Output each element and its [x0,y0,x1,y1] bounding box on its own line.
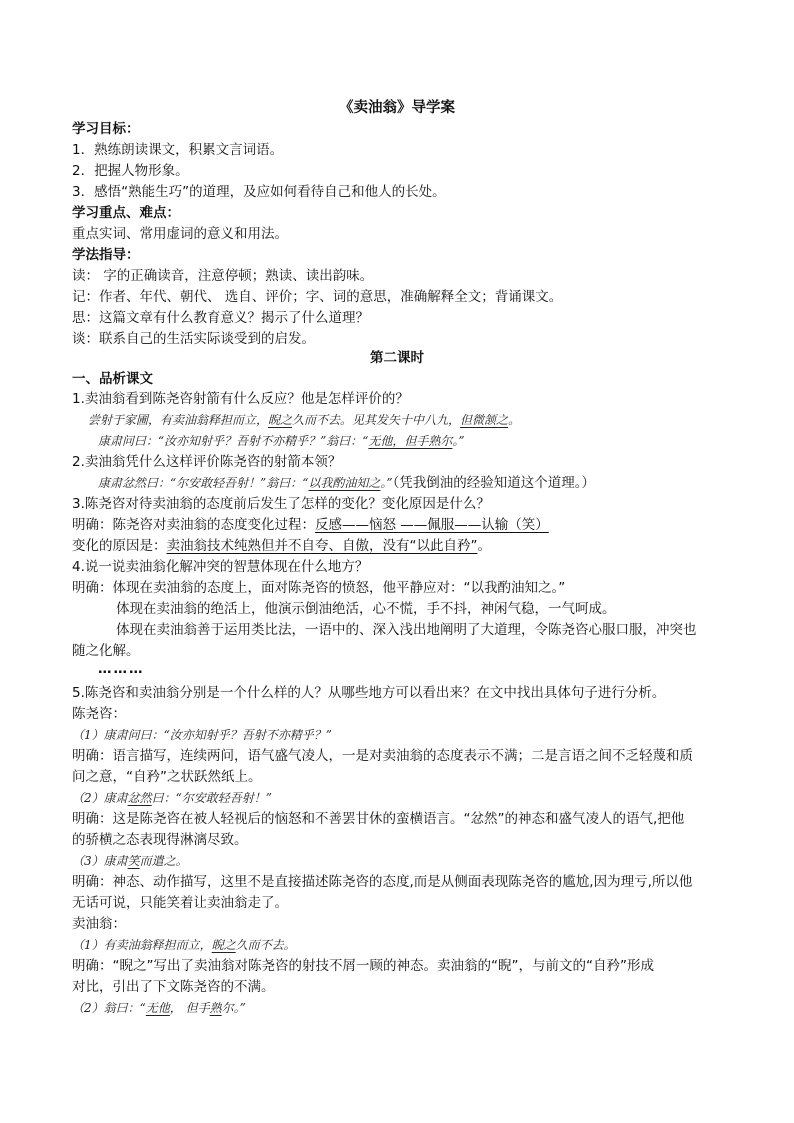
quote-line: （2）翁曰：“无他， 但手熟尔。” [72,1001,246,1015]
quote-line: 康肃忿然曰：“尔安敢轻吾射！”翁曰：“以我酌油知之。”（凭我倒油的经验知道这个道理。） [98,475,596,491]
answer-line: 明确：神态、动作描写，这里不是直接描述陈尧咨的态度,而是从侧面表现陈尧咨的尴尬,因为理亏,所以他 [72,874,693,890]
answer-line: 明确：体现在卖油翁的态度上，面对陈尧咨的愤怒，他平静应对：“以我酌油知之。” [72,580,566,596]
answer-line: 明确：陈尧咨对卖油翁的态度变化过程：反感——恼怒 ——佩服——认输（笑） [72,517,549,533]
ellipsis: ……… [98,661,145,677]
answer-line: 体现在卖油翁的绝活上，他演示倒油绝活，心不慌，手不抖，神闲气稳，一气呵成。 [116,601,616,617]
answer-line: 变化的原因是：卖油翁技术纯熟但并不自夸、自傲，没有“以此自矜”。 [72,538,491,554]
page-title: 《卖油翁》导学案 [339,100,455,116]
answer-line: 明确：这是陈尧咨在被人轻视后的恼怒和不善罢甘休的蛮横语言。“忿然”的神态和盛气凌人的语气,把他 [72,811,685,827]
method-item: 谈：联系自己的生活实际谈受到的启发。 [72,331,315,347]
method-item: 思：这篇文章有什么教育意义？揭示了什么道理？ [72,310,369,326]
quote-line: （3）康肃笑而遣之。 [72,854,188,868]
subheading-weng: 卖油翁： [72,916,126,932]
lesson-heading: 第二课时 [370,350,424,366]
goals-heading: 学习目标： [72,121,140,137]
answer-line: 问之意，“自矜”之状跃然纸上。 [72,769,262,785]
focus-heading: 学习重点、难点： [72,205,180,221]
quote-line: （1）康肃问曰：“汝亦知射乎？吾射不亦精乎？” [72,728,332,742]
subheading-chen: 陈尧咨： [72,706,126,722]
method-item: 读： 字的正确读音，注意停顿；熟读、读出韵味。 [72,268,374,284]
answer-line: 明确：“睨之”写出了卖油翁对陈尧咨的射技不屑一顾的神态。卖油翁的“睨”，与前文的“自矜”形成 [72,958,654,974]
answer-line: 随之化解。 [72,643,140,659]
section-heading: 一、品析课文 [72,371,153,387]
focus-text: 重点实词、常用虚词的意义和用法。 [72,226,288,242]
answer-line: 无话可说，只能笑着让卖油翁走了。 [72,895,288,911]
question-4: 4.说一说卖油翁化解冲突的智慧体现在什么地方？ [72,559,369,575]
question-1: 1.卖油翁看到陈尧咨射箭有什么反应？他是怎样评价的？ [72,391,409,407]
quote-line: （1）有卖油翁释担而立，睨之久而不去。 [72,938,296,952]
answer-line: 的骄横之态表现得淋漓尽致。 [72,832,248,848]
quote-line: 康肃问曰：“汝亦知射乎？吾射不亦精乎？”翁曰：“无他，但手熟尔。” [98,434,465,448]
quote-line: 尝射于家圃，有卖油翁释担而立，睨之久而不去。见其发矢十中八九，但微颔之。 [88,413,521,427]
method-heading: 学法指导： [72,247,140,263]
question-2: 2.卖油翁凭什么这样评价陈尧咨的射箭本领？ [72,454,342,470]
question-5: 5.陈尧咨和卖油翁分别是一个什么样的人？从哪些地方可以看出来？在文中找出具体句子进行分析。 [72,685,666,701]
answer-line: 对比，引出了下文陈尧咨的不满。 [72,979,275,995]
goal-item: 1．熟练朗读课文，积累文言词语。 [72,142,284,158]
answer-line: 体现在卖油翁善于运用类比法，一语中的、深入浅出地阐明了大道理，令陈尧咨心服口服，冲突也 [116,622,697,638]
question-3: 3.陈尧咨对待卖油翁的态度前后发生了怎样的变化？变化原因是什么？ [72,496,490,512]
goal-item: 3．感悟“熟能生巧”的道理，及应如何看待自己和他人的长处。 [72,184,446,200]
method-item: 记：作者、年代、朝代、 选自、评价；字、词的意思，准确解释全文；背诵课文。 [72,289,563,305]
quote-line: （2）康肃忿然曰：“尔安敢轻吾射！” [72,791,272,805]
answer-line: 明确：语言描写，连续两问，语气盛气凌人，一是对卖油翁的态度表示不满；二是言语之间不乏轻蔑和质 [72,748,693,764]
goal-item: 2．把握人物形象。 [72,163,189,179]
